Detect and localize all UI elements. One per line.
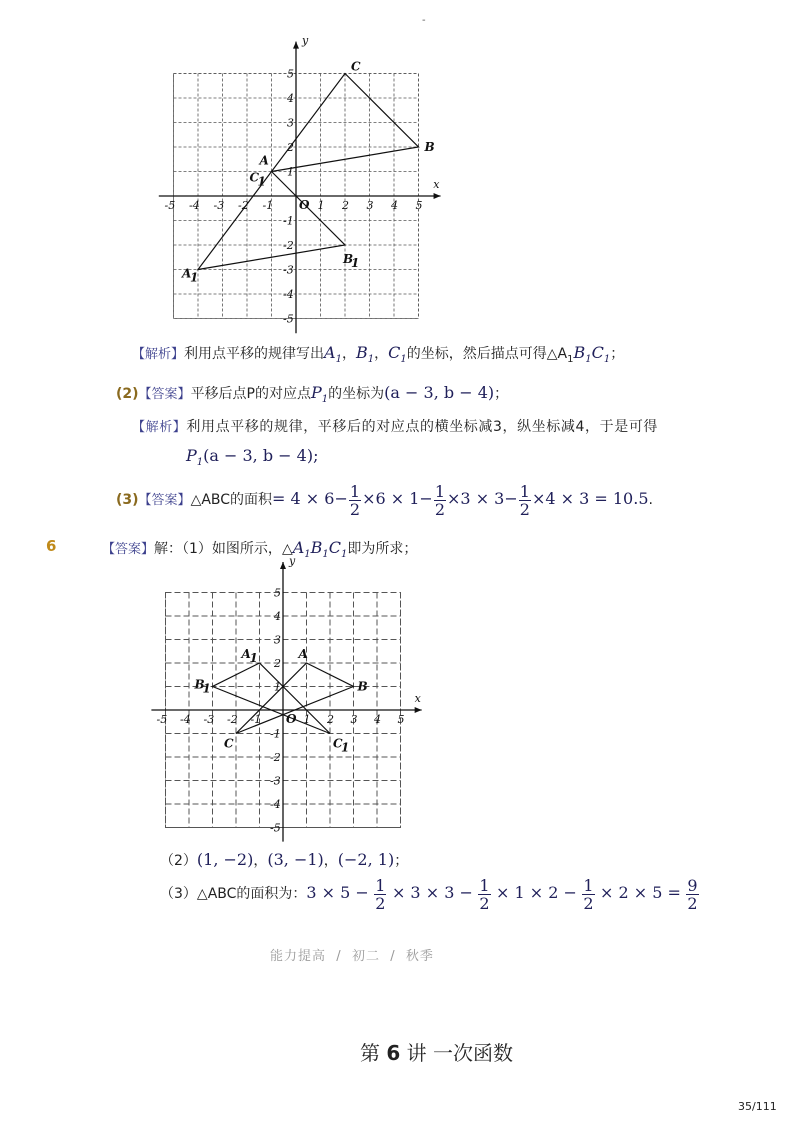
footer-grade: 初二	[351, 949, 380, 964]
y-tick-label: 2	[287, 141, 294, 154]
fraction-half: $\frac{1}{2}$	[349, 481, 361, 519]
y-tick-label: -3	[270, 774, 281, 788]
part3-text: △ABC的面积为：	[196, 886, 307, 902]
term2: × 1 × 2 −	[495, 883, 577, 902]
y-tick-label: -5	[283, 312, 294, 326]
lecture-prefix: 第	[360, 1041, 380, 1065]
end: ；	[610, 346, 625, 362]
fraction-half: $\frac{1}{2}$	[583, 875, 594, 913]
x-tick-label: 1	[317, 199, 325, 212]
top-mark: -	[422, 15, 426, 26]
q6-part2-line	[160, 850, 408, 870]
coords3: (−2, 1)	[337, 850, 395, 869]
x-tick-label: -4	[180, 713, 191, 726]
sub: 1	[603, 353, 611, 365]
part3-label: (3)	[116, 492, 139, 508]
x-tick-label: 4	[374, 713, 381, 726]
part2-text: 平移后点P的对应点	[190, 386, 312, 402]
page-number: 35/111	[738, 1100, 777, 1113]
y-tick-label: 1	[287, 165, 294, 179]
lecture-number: 6	[386, 1041, 401, 1065]
answer-tag: 【答案】	[138, 493, 191, 508]
point-label-C1: C	[249, 170, 260, 185]
x-tick-label: 1	[303, 713, 311, 726]
end: ；	[394, 853, 409, 869]
formula: (a − 3, b − 4);	[203, 446, 319, 465]
sub: 1	[321, 393, 329, 405]
y-tick-label: 3	[274, 633, 281, 647]
q5-analysis2-formula	[186, 446, 318, 468]
term1: × 3 × 3 −	[391, 883, 473, 902]
x-axis-arrow	[415, 707, 422, 713]
y-tick-label: 5	[287, 67, 294, 81]
math-C: C	[388, 343, 401, 362]
y-tick-label: -4	[283, 288, 294, 301]
sub: 1	[322, 548, 329, 560]
sep: ，	[323, 853, 338, 869]
y-axis-arrow	[280, 562, 286, 569]
point-label-B: B	[357, 679, 368, 694]
math-C: C	[328, 538, 342, 557]
q5-part3-line	[116, 481, 653, 519]
coords2: (3, −1)	[267, 850, 324, 869]
x-tick-label: 3	[366, 199, 374, 212]
point-label-A: A	[298, 647, 308, 661]
y-tick-label: -2	[270, 751, 281, 764]
point-label-subscript: 1	[341, 740, 350, 755]
part2-label: （2）	[160, 853, 197, 869]
y-axis-label: y	[289, 554, 296, 568]
x-tick-label: -3	[213, 199, 225, 212]
footer-season: 秋季	[405, 949, 434, 964]
point-label-subscript: 1	[202, 681, 211, 696]
x-tick-label: -4	[189, 199, 200, 212]
tri-A1B1C1: △A	[546, 346, 568, 362]
x-tick-label: -5	[156, 713, 168, 726]
coordinate-figure-1	[164, 30, 490, 340]
x-tick-label: 4	[391, 199, 398, 212]
part2-coord: (a − 3, b − 4)	[384, 383, 495, 402]
part2-mid: 的坐标为	[328, 386, 385, 402]
point-label-C: C	[224, 736, 234, 751]
x-tick-label: -3	[203, 713, 215, 726]
answer-tag: 【答案】	[138, 387, 191, 402]
point-label-A: A	[259, 153, 269, 168]
term1: ×6 × 1−	[362, 489, 433, 508]
eq: = 4 × 6−	[272, 489, 348, 508]
footer-series: 能力提高	[270, 949, 327, 964]
math-A: A	[324, 343, 336, 362]
analysis-tag: 【解析】	[132, 347, 185, 362]
y-axis-arrow	[293, 42, 299, 49]
origin-label: O	[299, 198, 310, 212]
x-tick-label: 2	[327, 713, 334, 726]
sub: 1	[335, 353, 342, 365]
analysis1-text: 利用点平移的规律写出	[184, 346, 325, 362]
q5-part2-line	[116, 383, 508, 405]
point-label-B: B	[424, 140, 435, 154]
sub: 1	[400, 353, 407, 365]
q5-analysis1-line	[132, 343, 624, 365]
coordinate-figure-2	[150, 554, 440, 843]
math-A: A	[292, 538, 305, 557]
coords1: (1, −2)	[196, 850, 254, 869]
answer-tag: 【答案】	[102, 542, 155, 557]
x-axis-label: x	[433, 178, 440, 191]
sub: 1	[304, 548, 311, 560]
tri-tail: 即为所求；	[347, 541, 418, 557]
x-tick-label: 5	[397, 713, 405, 726]
point-label-A1: A	[241, 647, 251, 661]
fraction-half: $\frac{1}{2}$	[375, 875, 386, 913]
footer-sep: /	[336, 949, 342, 964]
fraction-half: $\frac{1}{2}$	[479, 875, 490, 913]
point-label-B1: B	[194, 677, 205, 692]
x-tick-label: 2	[342, 199, 349, 212]
sub: 1	[341, 548, 348, 560]
sep: ，	[253, 853, 268, 869]
y-tick-label: 2	[274, 657, 281, 670]
eq: 3 × 5 −	[306, 883, 369, 902]
q5-analysis2-line	[132, 416, 658, 436]
y-tick-label: 4	[287, 92, 294, 105]
analysis1-tail: 的坐标，然后描点可得	[406, 346, 547, 362]
point-label-subscript: 1	[351, 256, 360, 270]
q6-lead-line	[102, 538, 417, 560]
y-tick-label: -2	[283, 239, 294, 252]
x-tick-label: -2	[227, 713, 238, 726]
question-number: 6	[46, 537, 57, 555]
sub: 1	[567, 353, 574, 365]
y-tick-label: -3	[283, 263, 294, 277]
math-C: C	[591, 343, 604, 362]
point-P: P	[186, 446, 197, 465]
point-label-B1: B	[343, 252, 354, 266]
x-axis-label: x	[414, 692, 421, 705]
y-tick-label: -5	[270, 821, 281, 835]
footer	[270, 945, 434, 964]
y-tick-label: 4	[274, 610, 281, 623]
x-tick-label: 5	[415, 199, 423, 212]
point-P: P	[311, 383, 322, 402]
end: ；	[494, 386, 509, 402]
y-tick-label: -1	[283, 214, 294, 228]
point-label-subscript: 1	[257, 174, 266, 189]
q6-part3-line	[160, 874, 700, 913]
x-tick-label: -1	[262, 199, 274, 212]
sub: 1	[585, 353, 592, 365]
sub: 1	[196, 457, 204, 469]
y-tick-label: 1	[274, 680, 281, 694]
lecture-suffix: 讲 一次函数	[406, 1041, 513, 1065]
part3-label: （3）	[160, 886, 197, 902]
y-tick-label: -4	[270, 798, 281, 811]
point-label-A1: A	[182, 266, 192, 281]
term2: ×3 × 3−	[447, 489, 518, 508]
y-tick-label: 5	[274, 586, 281, 600]
fraction-half: $\frac{1}{2}$	[519, 481, 530, 519]
x-tick-label: 3	[350, 713, 358, 726]
point-label-subscript: 1	[190, 270, 199, 285]
y-axis-label: y	[302, 34, 309, 48]
x-tick-label: -2	[238, 199, 249, 212]
y-tick-label: -1	[270, 727, 281, 741]
y-tick-label: 3	[287, 116, 294, 130]
x-tick-label: -5	[164, 199, 176, 212]
origin-label: O	[286, 712, 297, 726]
part3-text: △ABC的面积	[190, 492, 273, 508]
fraction-result: $\frac{9}{2}$	[687, 875, 698, 913]
term3: ×4 × 3 = 10.5	[531, 489, 649, 508]
point-label-C1: C	[333, 736, 343, 751]
analysis-tag: 【解析】	[132, 420, 187, 435]
math-B: B	[573, 343, 586, 362]
lead: 解：（1）如图所示，	[154, 541, 282, 557]
sub: 1	[367, 353, 375, 365]
end: .	[648, 492, 653, 508]
part2-label: (2)	[116, 386, 139, 402]
footer-sep: /	[390, 949, 396, 964]
fraction-half: $\frac{1}{2}$	[434, 481, 446, 519]
point-label-C: C	[351, 59, 361, 74]
term3: × 2 × 5 =	[599, 883, 681, 902]
math-B: B	[310, 538, 323, 557]
math-B: B	[355, 343, 368, 362]
sep: ，	[341, 346, 356, 362]
point-label-subscript: 1	[249, 651, 258, 665]
tri: △	[281, 541, 293, 557]
analysis2-text: 利用点平移的规律，平移后的对应点的横坐标减3，纵坐标减4，于是可得	[186, 419, 659, 435]
x-tick-label: -1	[250, 713, 262, 726]
next-lecture-title	[360, 1037, 513, 1066]
sep: ，	[374, 346, 389, 362]
x-axis-arrow	[434, 193, 441, 199]
